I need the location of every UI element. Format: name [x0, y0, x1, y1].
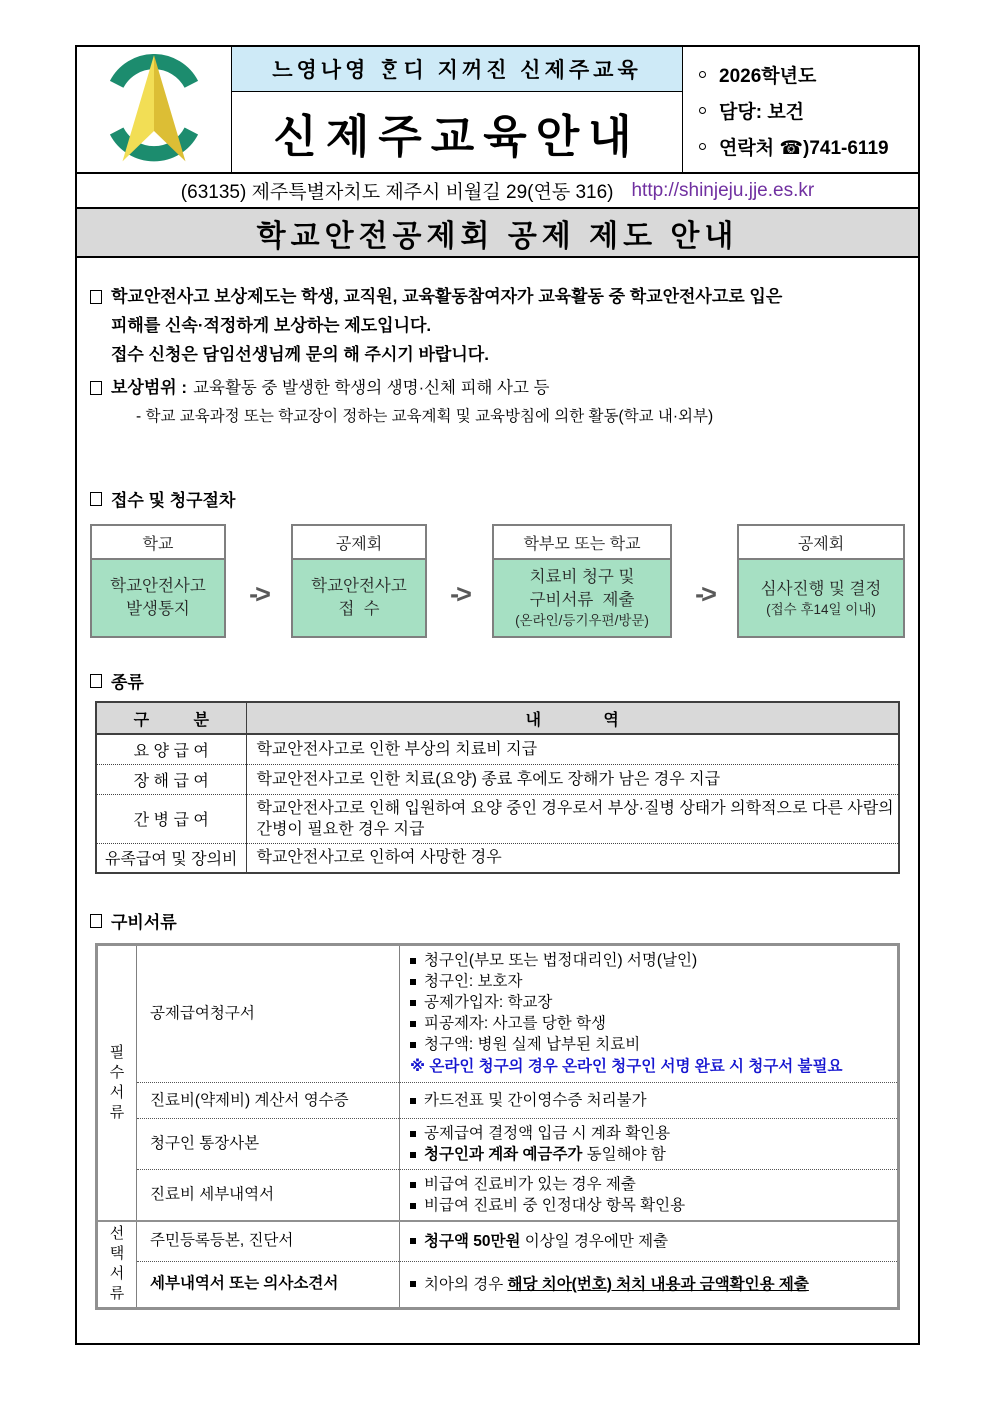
- document-name: 청구인 통장사본: [137, 1119, 400, 1170]
- group-label-optional: 선 택 서 류: [97, 1221, 137, 1308]
- benefit-detail: 학교안전사고로 인한 부상의 치료비 지급: [256, 740, 538, 758]
- right-arrow-icon: ->: [249, 578, 268, 609]
- table-row: [97, 1261, 899, 1308]
- section-heading-text: 종류: [111, 673, 144, 692]
- intro-text: 학교안전사고 보상제도는 학생, 교직원, 교육활동참여자가 교육활동 중 학교안전사고로 입은: [111, 287, 783, 306]
- checkbox-icon: [90, 914, 102, 928]
- table-row: [96, 764, 899, 794]
- column-header-detail: 내 역: [246, 702, 899, 734]
- flow-step-actor: 학교: [92, 526, 224, 560]
- flow-step-text: 접 수: [338, 600, 380, 618]
- flow-step-decision: [737, 524, 905, 638]
- benefit-name: 간 병 급 여: [96, 794, 246, 843]
- flow-step-subtext: (온라인/등기우편/방문): [515, 613, 649, 628]
- table-row: [97, 1119, 899, 1170]
- column-header-category: 구 분: [96, 702, 246, 734]
- school-logo: [77, 47, 232, 172]
- document-detail: 치아의 경우 해당 치아(번호) 처치 내용과 금액확인용 제출: [400, 1261, 899, 1308]
- flow-step-text: 학교안전사고: [311, 577, 407, 595]
- circle-bullet-icon: [699, 107, 706, 114]
- checkbox-icon: [90, 290, 102, 304]
- notice-document: [75, 45, 920, 1345]
- flow-step-actor: 공제회: [293, 526, 425, 560]
- square-bullet-icon: [410, 958, 416, 964]
- flow-step-text: 발생통지: [126, 600, 190, 618]
- header-info: [683, 47, 918, 172]
- flow-step-actor: 공제회: [739, 526, 903, 560]
- document-name: 공제급여청구서: [137, 945, 400, 1083]
- flow-step-text: 학교안전사고: [110, 577, 206, 595]
- info-line-department: [699, 97, 914, 124]
- benefit-detail: 학교안전사고로 인해 입원하여 요양 중인 경우로서 부상·질병 상태가 의학적으로 다른 사람의 간병이 필요한 경우 지급: [246, 794, 899, 843]
- online-claim-note: ※ 온라인 청구의 경우 온라인 청구인 서명 완료 시 청구서 불필요: [410, 1058, 843, 1075]
- document-detail: 공제급여 결정액 입금 시 계좌 확인용 청구인과 계좌 예금주가 동일해야 함: [400, 1119, 899, 1170]
- document-detail: 청구인(부모 또는 법정대리인) 서명(날인) 청구인: 보호자 공제가입자: 학교장 피공제자: 사고를 당한 학생 청구액: 병원 실제 납부된 치료비 ※ 온라인 청구의 경우 온라인 청구인 서명 완료 시 청구서 불필요: [400, 945, 899, 1083]
- notice-body: [75, 258, 920, 1345]
- square-bullet-icon: [410, 1281, 416, 1287]
- document-name: 진료비 세부내역서: [137, 1170, 400, 1222]
- info-line-contact: [699, 133, 914, 160]
- square-bullet-icon: [410, 1131, 416, 1137]
- intro-line: [90, 282, 905, 311]
- square-bullet-icon: [410, 1152, 416, 1158]
- header-title-cell: [232, 47, 683, 172]
- flow-step-parent: [492, 524, 672, 638]
- square-bullet-icon: [410, 1203, 416, 1209]
- table-header-row: [96, 702, 899, 734]
- circle-bullet-icon: [699, 71, 706, 78]
- circle-bullet-icon: [699, 143, 706, 150]
- table-row: [97, 1170, 899, 1222]
- section-heading-text: 구비서류: [111, 913, 177, 932]
- section-heading-documents: [88, 908, 907, 933]
- scope-subnote: - 학교 교육과정 또는 학교장이 정하는 교육계획 및 교육방침에 의한 활동(학교 내·외부): [136, 408, 714, 425]
- school-website-link[interactable]: http://shinjeju.jje.es.kr: [631, 179, 815, 201]
- document-detail: 비급여 진료비가 있는 경우 제출 비급여 진료비 중 인정대상 항목 확인용: [400, 1170, 899, 1222]
- header: [75, 45, 920, 172]
- flow-step-text: 구비서류 제출: [529, 591, 635, 609]
- group-label-required: 필 수 서 류: [109, 1044, 125, 1121]
- flow-step-text: 치료비 청구 및: [529, 568, 635, 586]
- contact-phone: 연락처 ☎)741-6119: [719, 138, 889, 159]
- document-detail: 청구액 50만원 이상일 경우에만 제출: [400, 1221, 899, 1261]
- page-title: 신제주교육안내: [273, 110, 641, 162]
- flow-step-school: [90, 524, 226, 638]
- square-bullet-icon: [410, 1021, 416, 1027]
- square-bullet-icon: [410, 1000, 416, 1006]
- flow-step-text: 심사진행 및 결정: [760, 579, 882, 598]
- table-row: [96, 794, 899, 843]
- document-name: 진료비(약제비) 계산서 영수증: [137, 1083, 400, 1119]
- document-detail: 카드전표 및 간이영수증 처리불가: [400, 1083, 899, 1119]
- scope-text: 교육활동 중 발생한 학생의 생명·신체 피해 사고 등: [193, 379, 550, 397]
- slogan-banner: 느영나영 ᄒᆞᆫ디 지꺼진 신제주교육: [232, 47, 682, 92]
- process-flowchart: [90, 524, 905, 638]
- benefit-detail: 학교안전사고로 인한 치료(요양) 종료 후에도 장해가 남은 경우 지급: [246, 764, 899, 794]
- square-bullet-icon: [410, 1098, 416, 1104]
- benefit-types-table: [95, 701, 900, 874]
- flow-step-actor: 학부모 또는 학교: [494, 526, 670, 560]
- square-bullet-icon: [410, 1042, 416, 1048]
- right-arrow-icon: ->: [695, 578, 714, 609]
- info-line-year: [699, 61, 914, 88]
- flow-step-subtext: (접수 후14일 이내): [766, 601, 876, 617]
- benefit-name: 장 해 급 여: [96, 764, 246, 794]
- address-row: [75, 172, 920, 207]
- documents-table: [95, 943, 900, 1310]
- checkbox-icon: [90, 674, 102, 688]
- intro-line: 피해를 신속·적정하게 보상하는 제도입니다.: [111, 316, 432, 335]
- section-heading-text: 접수 및 청구절차: [111, 491, 236, 510]
- benefit-detail: 학교안전사고로 인하여 사망한 경우: [246, 843, 899, 873]
- checkbox-icon: [90, 492, 102, 506]
- square-bullet-icon: [410, 979, 416, 985]
- scope-label: 보상범위 :: [111, 378, 188, 397]
- benefit-name: 요 양 급 여: [96, 734, 246, 764]
- school-address: (63135) 제주특별자치도 제주시 비월길 29(연동 316): [180, 182, 614, 203]
- intro-line: 접수 신청은 담임선생님께 문의 해 주시기 바랍니다.: [111, 345, 489, 364]
- table-row: [97, 1221, 899, 1261]
- school-year: 2026학년도: [719, 66, 817, 87]
- flow-step-association: [291, 524, 427, 638]
- scope-line: [90, 373, 905, 403]
- intro-section: [88, 282, 907, 430]
- table-row: [96, 843, 899, 873]
- checkbox-icon: [90, 381, 102, 395]
- square-bullet-icon: [410, 1238, 416, 1244]
- document-name: 세부내역서 또는 의사소견서: [137, 1261, 400, 1308]
- table-row: [97, 1083, 899, 1119]
- notice-title: 학교안전공제회 공제 제도 안내: [75, 207, 920, 258]
- table-row: [97, 945, 899, 1083]
- compass-arrow-logo-icon: [95, 54, 213, 166]
- table-row: [96, 734, 899, 764]
- benefit-name: 유족급여 및 장의비: [96, 843, 246, 873]
- square-bullet-icon: [410, 1182, 416, 1188]
- document-name: 주민등록등본, 진단서: [137, 1221, 400, 1261]
- section-heading-process: [88, 486, 907, 511]
- department: 담당: 보건: [719, 102, 805, 123]
- right-arrow-icon: ->: [450, 578, 469, 609]
- section-heading-types: [88, 668, 907, 693]
